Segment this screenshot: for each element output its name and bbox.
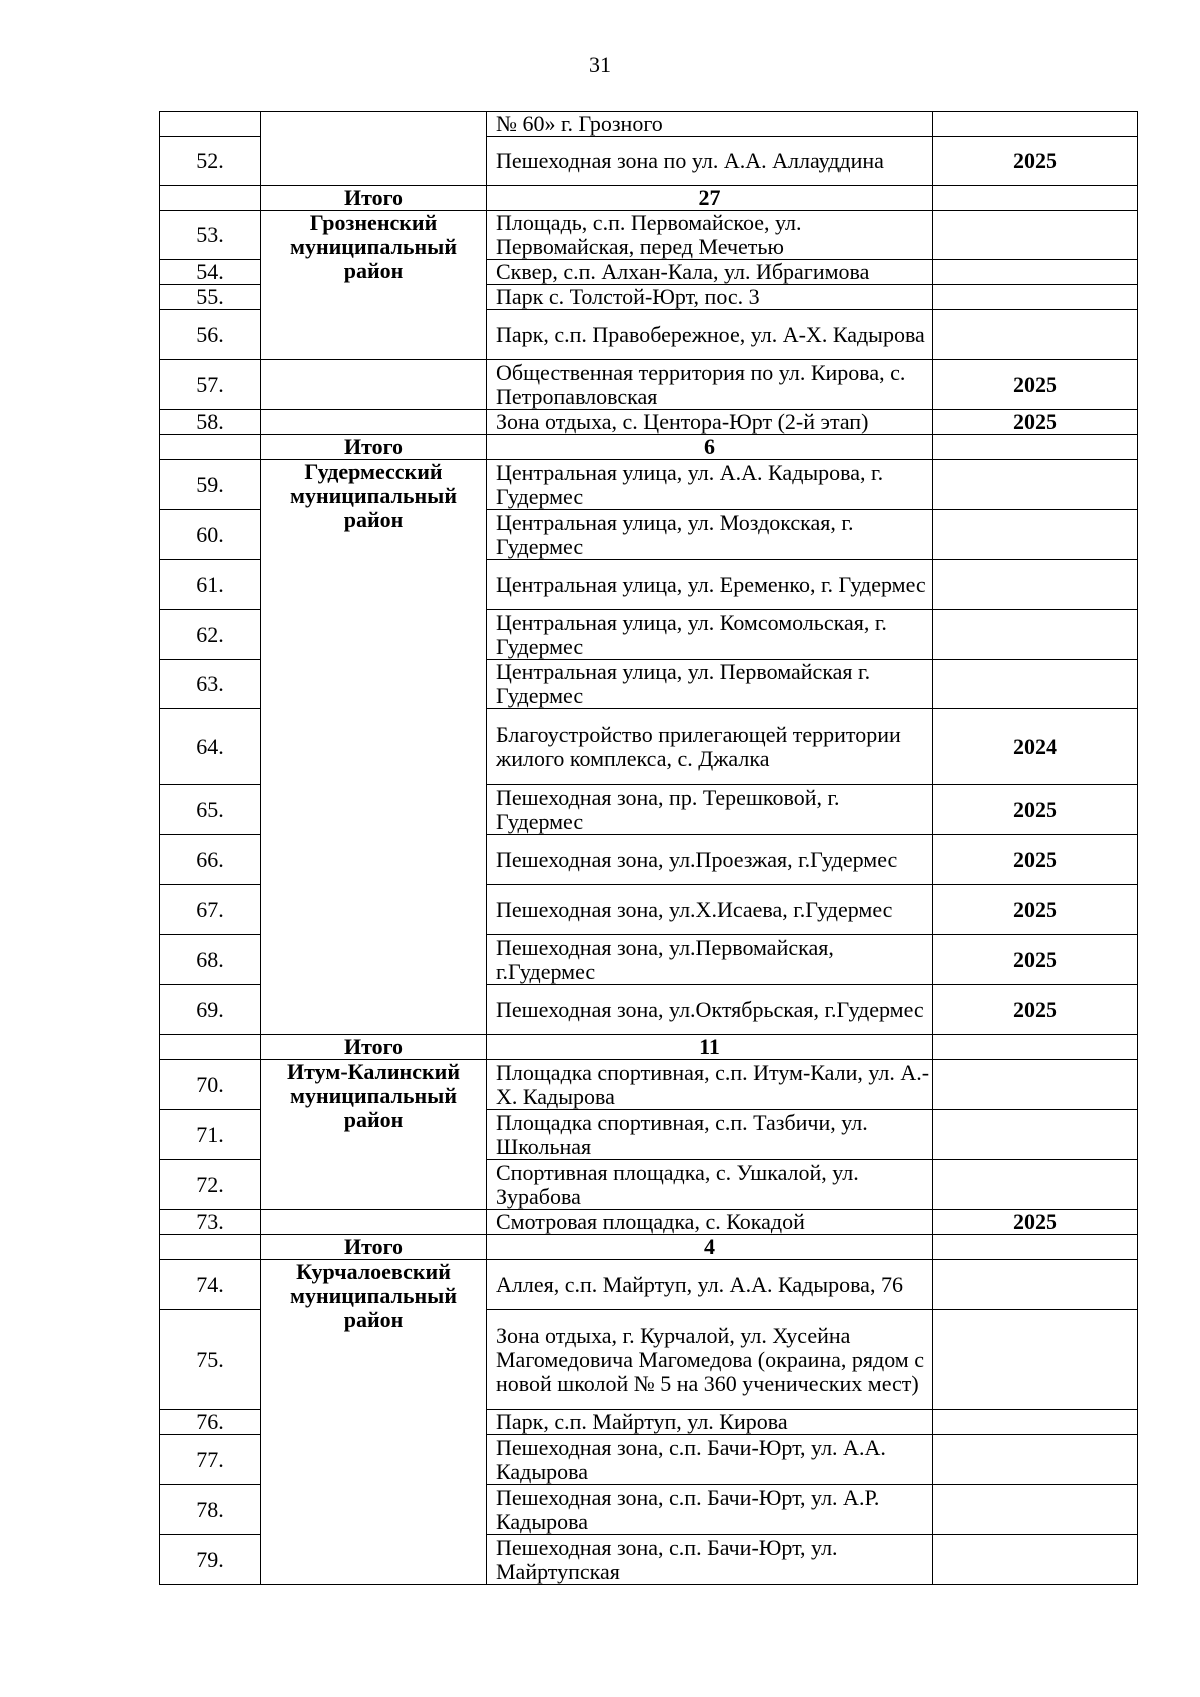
district-name: Итум-Калинский муниципальный район [261,1060,487,1210]
territory-name: Центральная улица, ул. Первомайская г. Гудермес [487,660,933,709]
territory-name: Зона отдыха, с. Центора-Юрт (2-й этап) [487,410,933,435]
empty-cell [160,186,261,211]
territory-name: № 60» г. Грозного [487,112,933,137]
empty-cell [933,1235,1138,1260]
row-number: 76. [160,1410,261,1435]
total-row [160,186,1138,211]
year-cell [933,1485,1138,1535]
row-number: 53. [160,211,261,260]
year-cell [933,1160,1138,1210]
year-cell: 2025 [933,885,1138,935]
empty-cell [160,1035,261,1060]
district-name: Гудермесский муниципальный район [261,460,487,1035]
table-row [160,1260,1138,1310]
territory-name: Центральная улица, ул. Еременко, г. Гудермес [487,560,933,610]
table-row [160,1060,1138,1110]
year-cell [933,211,1138,260]
row-number: 62. [160,610,261,660]
year-cell: 2025 [933,785,1138,835]
territory-name: Парк, с.п. Правобережное, ул. А-Х. Кадырова [487,310,933,360]
territory-name: Центральная улица, ул. Моздокская, г. Гудермес [487,510,933,560]
district-name: Курчалоевский муниципальный район [261,1260,487,1585]
row-number: 70. [160,1060,261,1110]
row-number: 78. [160,1485,261,1535]
territory-name: Пешеходная зона, с.п. Бачи-Юрт, ул. А.Р. Кадырова [487,1485,933,1535]
total-row [160,435,1138,460]
row-number: 66. [160,835,261,885]
empty-cell [933,435,1138,460]
territory-name: Центральная улица, ул. Комсомольская, г. Гудермес [487,610,933,660]
year-cell: 2025 [933,835,1138,885]
total-label: Итого [261,1235,487,1260]
district-cell [261,410,487,435]
year-cell [933,285,1138,310]
year-cell: 2025 [933,410,1138,435]
total-count: 4 [487,1235,933,1260]
year-cell [933,260,1138,285]
district-cell [261,360,487,410]
territory-name: Пешеходная зона, ул.Первомайская, г.Гудермес [487,935,933,985]
territory-name: Площадка спортивная, с.п. Тазбичи, ул. Школьная [487,1110,933,1160]
year-cell: 2025 [933,360,1138,410]
year-cell [933,112,1138,137]
territory-name: Парк, с.п. Майртуп, ул. Кирова [487,1410,933,1435]
year-cell [933,1535,1138,1585]
year-cell [933,1110,1138,1160]
row-number: 68. [160,935,261,985]
district-cell [261,1210,487,1235]
year-cell [933,460,1138,510]
territory-name: Пешеходная зона, с.п. Бачи-Юрт, ул. А.А. Кадырова [487,1435,933,1485]
empty-cell [933,186,1138,211]
year-cell [933,1260,1138,1310]
empty-cell [160,435,261,460]
row-number: 52. [160,137,261,186]
year-cell [933,310,1138,360]
row-number: 69. [160,985,261,1035]
year-cell [933,1310,1138,1410]
territory-name: Пешеходная зона, ул.Проезжая, г.Гудермес [487,835,933,885]
year-cell: 2025 [933,1210,1138,1235]
total-row [160,1035,1138,1060]
territory-name: Аллея, с.п. Майртуп, ул. А.А. Кадырова, 76 [487,1260,933,1310]
row-number: 55. [160,285,261,310]
empty-cell [160,1235,261,1260]
table-row [160,211,1138,260]
row-number [160,112,261,137]
row-number: 73. [160,1210,261,1235]
total-label: Итого [261,1035,487,1060]
year-cell [933,660,1138,709]
territory-name: Смотровая площадка, с. Кокадой [487,1210,933,1235]
table-row [160,410,1138,435]
table-row [160,112,1138,137]
row-number: 54. [160,260,261,285]
row-number: 74. [160,1260,261,1310]
row-number: 71. [160,1110,261,1160]
year-cell [933,610,1138,660]
row-number: 79. [160,1535,261,1585]
total-label: Итого [261,186,487,211]
row-number: 67. [160,885,261,935]
row-number: 61. [160,560,261,610]
territory-name: Парк с. Толстой-Юрт, пос. 3 [487,285,933,310]
year-cell: 2024 [933,709,1138,785]
year-cell: 2025 [933,137,1138,186]
row-number: 57. [160,360,261,410]
row-number: 77. [160,1435,261,1485]
territory-name: Общественная территория по ул. Кирова, с. Петропавловская [487,360,933,410]
row-number: 72. [160,1160,261,1210]
table-row [160,1210,1138,1235]
year-cell: 2025 [933,985,1138,1035]
territory-name: Пешеходная зона, пр. Терешковой, г. Гудермес [487,785,933,835]
territory-name: Зона отдыха, г. Курчалой, ул. Хусейна Магомедовича Магомедова (окраина, рядом с новой школой № 5 на 360 ученических мест) [487,1310,933,1410]
year-cell [933,1410,1138,1435]
year-cell [933,560,1138,610]
row-number: 65. [160,785,261,835]
territory-name: Сквер, с.п. Алхан-Кала, ул. Ибрагимова [487,260,933,285]
district-cell [261,112,487,186]
territory-name: Пешеходная зона по ул. А.А. Аллауддина [487,137,933,186]
empty-cell [933,1035,1138,1060]
row-number: 60. [160,510,261,560]
row-number: 63. [160,660,261,709]
row-number: 58. [160,410,261,435]
territory-name: Центральная улица, ул. А.А. Кадырова, г. Гудермес [487,460,933,510]
territory-name: Спортивная площадка, с. Ушкалой, ул. Зурабова [487,1160,933,1210]
table-row [160,360,1138,410]
row-number: 64. [160,709,261,785]
row-number: 56. [160,310,261,360]
total-count: 6 [487,435,933,460]
year-cell: 2025 [933,935,1138,985]
total-label: Итого [261,435,487,460]
district-name: Грозненский муниципальный район [261,211,487,360]
territory-name: Площадь, с.п. Первомайское, ул. Первомайская, перед Мечетью [487,211,933,260]
year-cell [933,510,1138,560]
year-cell [933,1435,1138,1485]
territories-table [159,111,1138,1585]
row-number: 75. [160,1310,261,1410]
row-number: 59. [160,460,261,510]
territory-name: Пешеходная зона, ул.Х.Исаева, г.Гудермес [487,885,933,935]
territory-name: Благоустройство прилегающей территории жилого комплекса, с. Джалка [487,709,933,785]
territory-name: Пешеходная зона, ул.Октябрьская, г.Гудермес [487,985,933,1035]
year-cell [933,1060,1138,1110]
table-row [160,460,1138,510]
total-count: 11 [487,1035,933,1060]
total-count: 27 [487,186,933,211]
territory-name: Площадка спортивная, с.п. Итум-Кали, ул. А.-Х. Кадырова [487,1060,933,1110]
total-row [160,1235,1138,1260]
territory-name: Пешеходная зона, с.п. Бачи-Юрт, ул. Майртупская [487,1535,933,1585]
page-number: 31 [589,52,611,77]
